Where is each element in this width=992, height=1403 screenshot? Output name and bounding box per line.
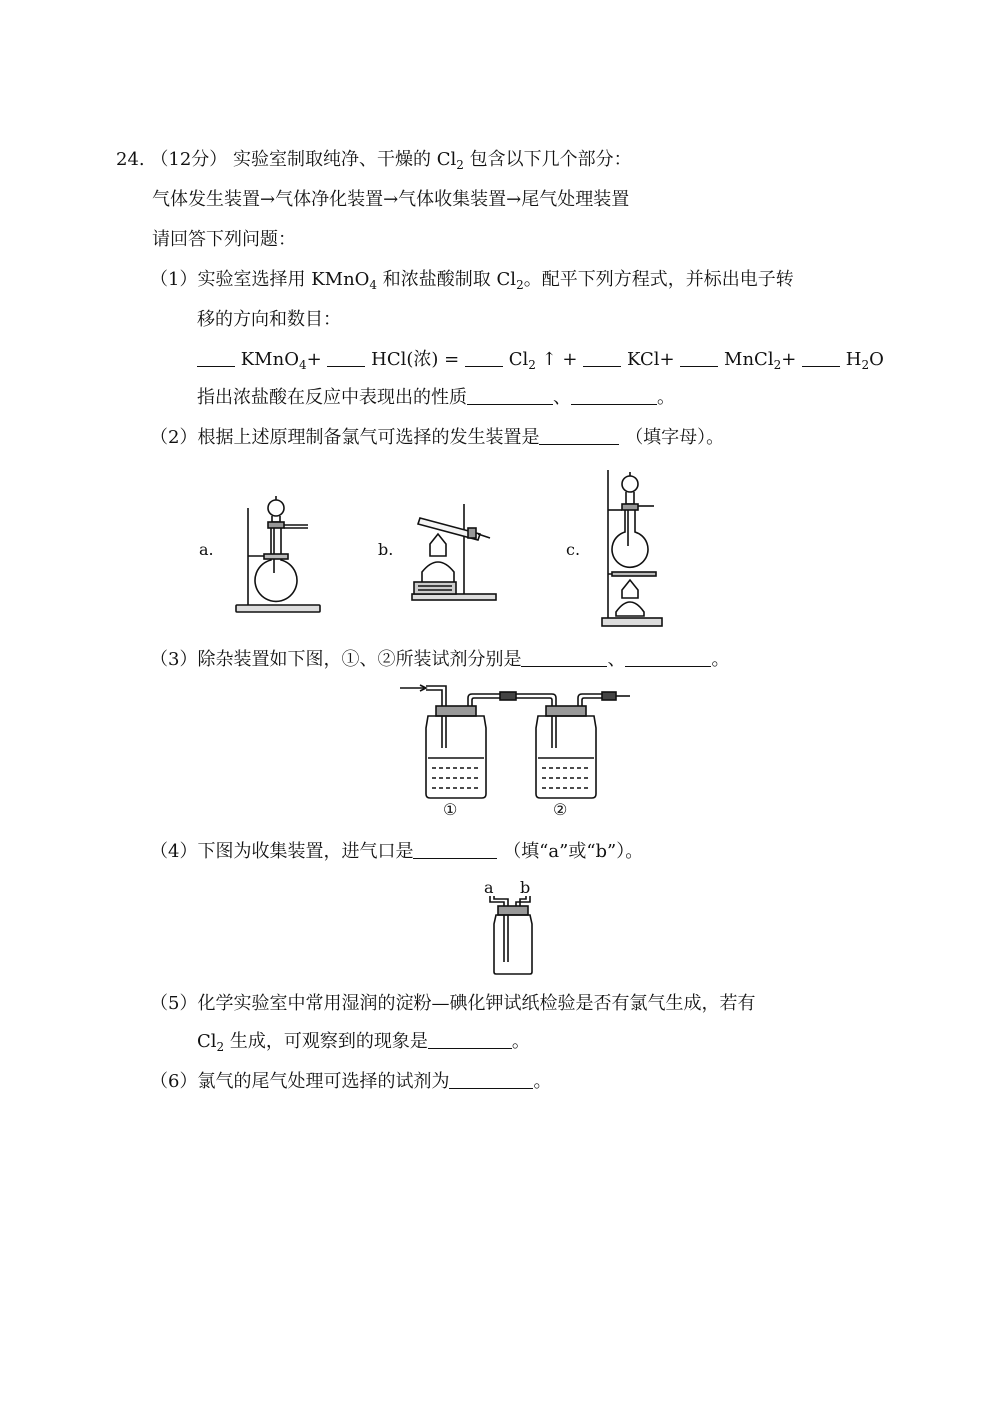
formula-cl: Cl bbox=[197, 1031, 217, 1052]
period: 。 bbox=[511, 1031, 530, 1052]
q1-number: （1） bbox=[150, 269, 198, 290]
formula-sub: 2 bbox=[216, 1040, 225, 1054]
q2-line bbox=[150, 426, 724, 450]
answer-blank-generator[interactable] bbox=[539, 426, 619, 445]
purification-figure bbox=[396, 684, 636, 802]
eq-h2o-o: O bbox=[869, 349, 884, 370]
q3-number: （3） bbox=[150, 649, 198, 670]
q1-text-b: 和浓盐酸制取 bbox=[382, 269, 491, 290]
flow-line: 气体发生装置→气体净化装置→气体收集装置→尾气处理装置 bbox=[152, 189, 630, 210]
coefficient-blank-6[interactable] bbox=[802, 348, 840, 367]
q4-number: （4） bbox=[150, 841, 198, 862]
formula-sub: 2 bbox=[773, 358, 782, 372]
eq-kcl: KCl+ bbox=[626, 349, 675, 370]
q2-number: （2） bbox=[150, 427, 198, 448]
q5-line2 bbox=[197, 1030, 530, 1054]
formula-sub: 4 bbox=[369, 278, 378, 292]
apparatus-b-figure bbox=[408, 494, 500, 602]
apparatus-label-b: b. bbox=[378, 540, 394, 559]
formula-cl: Cl bbox=[436, 149, 457, 170]
q1-text-a: 实验室选择用 bbox=[197, 269, 306, 290]
q1-property-text: 指出浓盐酸在反应中表现出的性质 bbox=[197, 387, 467, 408]
q1-equation bbox=[197, 348, 884, 372]
separator: 、 bbox=[553, 387, 571, 408]
answer-blank-property-1[interactable] bbox=[467, 386, 553, 405]
formula-sub: 2 bbox=[516, 278, 524, 292]
formula-sub: 2 bbox=[456, 158, 464, 172]
prompt-line: 请回答下列问题： bbox=[152, 229, 296, 250]
q3-line bbox=[150, 648, 729, 672]
apparatus-a-figure bbox=[228, 478, 328, 616]
q3-text: 除杂装置如下图，①、②所装试剂分别是 bbox=[197, 649, 522, 670]
q1-property-line bbox=[197, 386, 675, 410]
question-number: 24. bbox=[116, 149, 145, 170]
q5-line1 bbox=[150, 992, 755, 1016]
q6-number: （6） bbox=[150, 1071, 198, 1092]
coefficient-blank-4[interactable] bbox=[583, 348, 621, 367]
period: 。 bbox=[533, 1071, 552, 1092]
answer-blank-tail-gas[interactable] bbox=[449, 1070, 533, 1089]
eq-plus: + bbox=[306, 349, 322, 370]
q4-tail: （填“a”或“b”）。 bbox=[503, 841, 644, 862]
formula-sub: 2 bbox=[528, 358, 536, 372]
intro-text-2: 包含以下几个部分： bbox=[469, 149, 632, 170]
question-score: （12分） bbox=[150, 149, 228, 170]
bottle-label-1: ① bbox=[443, 800, 458, 819]
formula-kmno4: KMnO bbox=[311, 269, 370, 290]
eq-h2o: H bbox=[845, 349, 862, 370]
separator: 、 bbox=[607, 649, 626, 670]
q2-tail: （填字母）。 bbox=[625, 427, 725, 448]
q5-text-2: 生成，可观察到的现象是 bbox=[229, 1031, 428, 1052]
q6-text: 氯气的尾气处理可选择的试剂为 bbox=[197, 1071, 450, 1092]
port-label-a: a bbox=[484, 878, 494, 897]
eq-mncl2: MnCl bbox=[724, 349, 774, 370]
answer-blank-property-2[interactable] bbox=[571, 386, 657, 405]
answer-blank-inlet[interactable] bbox=[413, 840, 497, 859]
q6-line bbox=[150, 1070, 551, 1094]
intro-text: 实验室制取纯净、干燥的 bbox=[233, 149, 432, 170]
answer-blank-reagent-2[interactable] bbox=[625, 648, 711, 667]
port-label-b: b bbox=[520, 878, 531, 897]
apparatus-label-a: a. bbox=[199, 540, 214, 559]
eq-plus: + bbox=[781, 349, 797, 370]
eq-hcl: HCl(浓) = bbox=[371, 349, 460, 370]
formula-sub: 2 bbox=[861, 358, 870, 372]
q5-number: （5） bbox=[150, 993, 198, 1014]
apparatus-c-figure bbox=[596, 466, 668, 630]
eq-gas-arrow: ↑ + bbox=[541, 349, 578, 370]
formula-cl: Cl bbox=[496, 269, 517, 290]
bottle-label-2: ② bbox=[553, 800, 568, 819]
q4-line bbox=[150, 840, 643, 864]
eq-cl2: Cl bbox=[508, 349, 529, 370]
period: 。 bbox=[711, 649, 730, 670]
q1-line1 bbox=[150, 268, 794, 292]
q5-text: 化学实验室中常用湿润的淀粉—碘化钾试纸检验是否有氯气生成，若有 bbox=[197, 993, 756, 1014]
apparatus-label-c: c. bbox=[566, 540, 581, 559]
q1-line2: 移的方向和数目： bbox=[197, 309, 341, 330]
formula-sub: 4 bbox=[298, 358, 307, 372]
collection-bottle-figure bbox=[484, 896, 544, 978]
q4-text: 下图为收集装置，进气口是 bbox=[197, 841, 414, 862]
question-header bbox=[116, 148, 632, 172]
q2-text: 根据上述原理制备氯气可选择的发生装置是 bbox=[197, 427, 540, 448]
period: 。 bbox=[657, 387, 675, 408]
coefficient-blank-5[interactable] bbox=[680, 348, 718, 367]
eq-kmno4: KMnO bbox=[240, 349, 299, 370]
answer-blank-phenomenon[interactable] bbox=[428, 1030, 512, 1049]
coefficient-blank-1[interactable] bbox=[197, 348, 235, 367]
q1-text-c: 。配平下列方程式，并标出电子转 bbox=[523, 269, 794, 290]
answer-blank-reagent-1[interactable] bbox=[521, 648, 607, 667]
coefficient-blank-3[interactable] bbox=[465, 348, 503, 367]
coefficient-blank-2[interactable] bbox=[327, 348, 365, 367]
